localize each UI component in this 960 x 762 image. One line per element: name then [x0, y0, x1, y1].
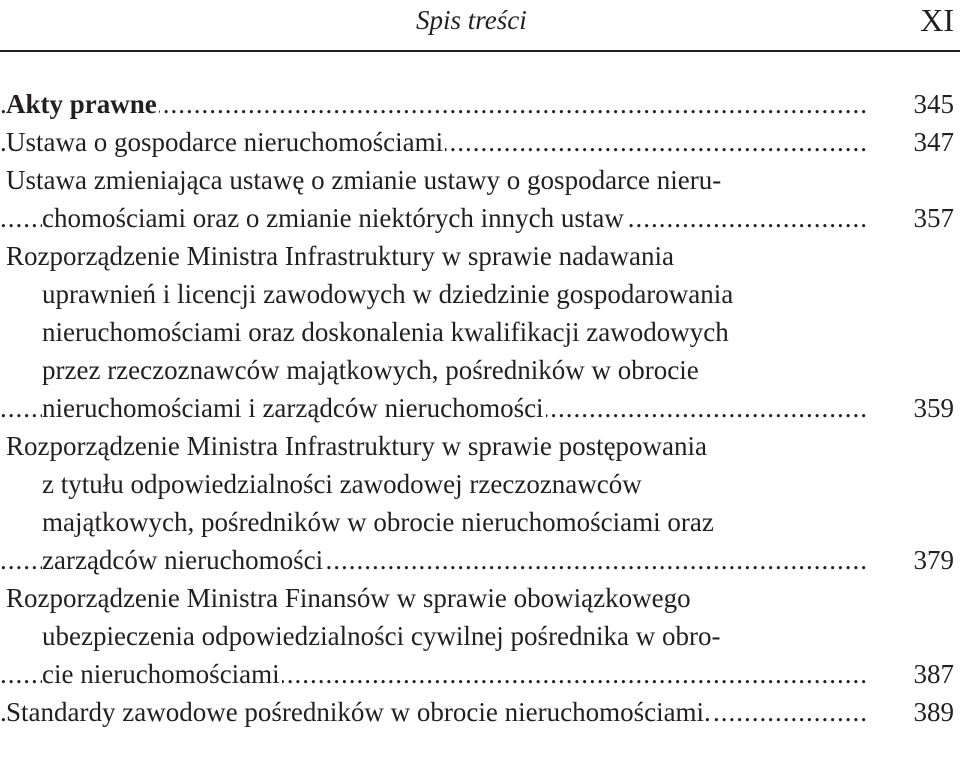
- toc-line: [0, 351, 960, 389]
- toc-line: [0, 85, 960, 123]
- toc-page-number: 345: [913, 89, 954, 119]
- toc-line: [0, 237, 960, 275]
- toc-entry-text: Ustawa zmieniająca ustawę o zmianie ustawy o gospodarce nieru-: [6, 161, 723, 199]
- toc-entry-rozporzadzenie-uprawnienia[interactable]: [0, 237, 960, 427]
- toc-entry-text: z tytułu odpowiedzialności zawodowej rzeczoznawców: [42, 465, 644, 503]
- toc-line: [0, 313, 960, 351]
- toc-entry-ustawa-zmieniajaca[interactable]: [0, 161, 960, 237]
- toc-entry-text: Akty prawne: [6, 85, 159, 123]
- toc-entry-text: majątkowych, pośredników w obrocie nieruchomościami oraz: [42, 503, 716, 541]
- toc-entry-text: nieruchomościami i zarządców nieruchomości: [42, 389, 546, 427]
- toc-entry-rozporzadzenie-odpowiedzialnosc[interactable]: [0, 427, 960, 579]
- running-title: Spis treści: [416, 5, 527, 35]
- toc-line: [0, 541, 960, 579]
- toc-entry-text: ubezpieczenia odpowiedzialności cywilnej pośrednika w obro-: [42, 617, 723, 655]
- toc-entry-text: nieruchomościami oraz doskonalenia kwalifikacji zawodowych: [42, 313, 731, 351]
- toc-line: [0, 617, 960, 655]
- toc-line: [0, 655, 960, 693]
- toc-line: [0, 161, 960, 199]
- toc-line: [0, 579, 960, 617]
- toc-line: [0, 389, 960, 427]
- toc-page-number: 357: [913, 203, 954, 233]
- toc-page-number: 379: [913, 545, 954, 575]
- toc-entry-akty-prawne[interactable]: [0, 85, 960, 123]
- running-head: [0, 0, 960, 44]
- toc-entry-text: Rozporządzenie Ministra Finansów w sprawie obowiązkowego: [6, 579, 693, 617]
- toc-page-number: 389: [913, 697, 954, 727]
- toc-entry-text: chomościami oraz o zmianie niektórych innych ustaw: [42, 199, 626, 237]
- toc-entry-text: Rozporządzenie Ministra Infrastruktury w sprawie postępowania: [6, 427, 709, 465]
- toc-page-number: 387: [913, 659, 954, 689]
- toc-page-number: 347: [913, 127, 954, 157]
- header-rule: [0, 50, 960, 52]
- toc-line: [0, 199, 960, 237]
- toc-entry-text: cie nieruchomościami: [42, 655, 282, 693]
- table-of-contents: [0, 85, 960, 731]
- toc-line: [0, 693, 960, 731]
- toc-entry-text: Ustawa o gospodarce nieruchomościami: [6, 123, 445, 161]
- page-number: XI: [920, 2, 954, 38]
- toc-entry-text: uprawnień i licencji zawodowych w dziedzinie gospodarowania: [42, 275, 735, 313]
- toc-line: [0, 503, 960, 541]
- toc-line: [0, 123, 960, 161]
- toc-entry-text: Rozporządzenie Ministra Infrastruktury w sprawie nadawania: [6, 237, 676, 275]
- toc-line: [0, 275, 960, 313]
- toc-page-number: 359: [913, 393, 954, 423]
- toc-entry-standardy-zawodowe[interactable]: [0, 693, 960, 731]
- toc-line: [0, 427, 960, 465]
- toc-line: [0, 465, 960, 503]
- toc-entry-text: przez rzeczoznawców majątkowych, pośredników w obrocie: [42, 351, 701, 389]
- toc-entry-rozporzadzenie-ubezpieczenie[interactable]: [0, 579, 960, 693]
- toc-entry-text: zarządców nieruchomości: [42, 541, 325, 579]
- toc-entry-ustawa-o-gospodarce[interactable]: [0, 123, 960, 161]
- toc-entry-text: Standardy zawodowe pośredników w obrocie nieruchomościami.: [6, 693, 713, 731]
